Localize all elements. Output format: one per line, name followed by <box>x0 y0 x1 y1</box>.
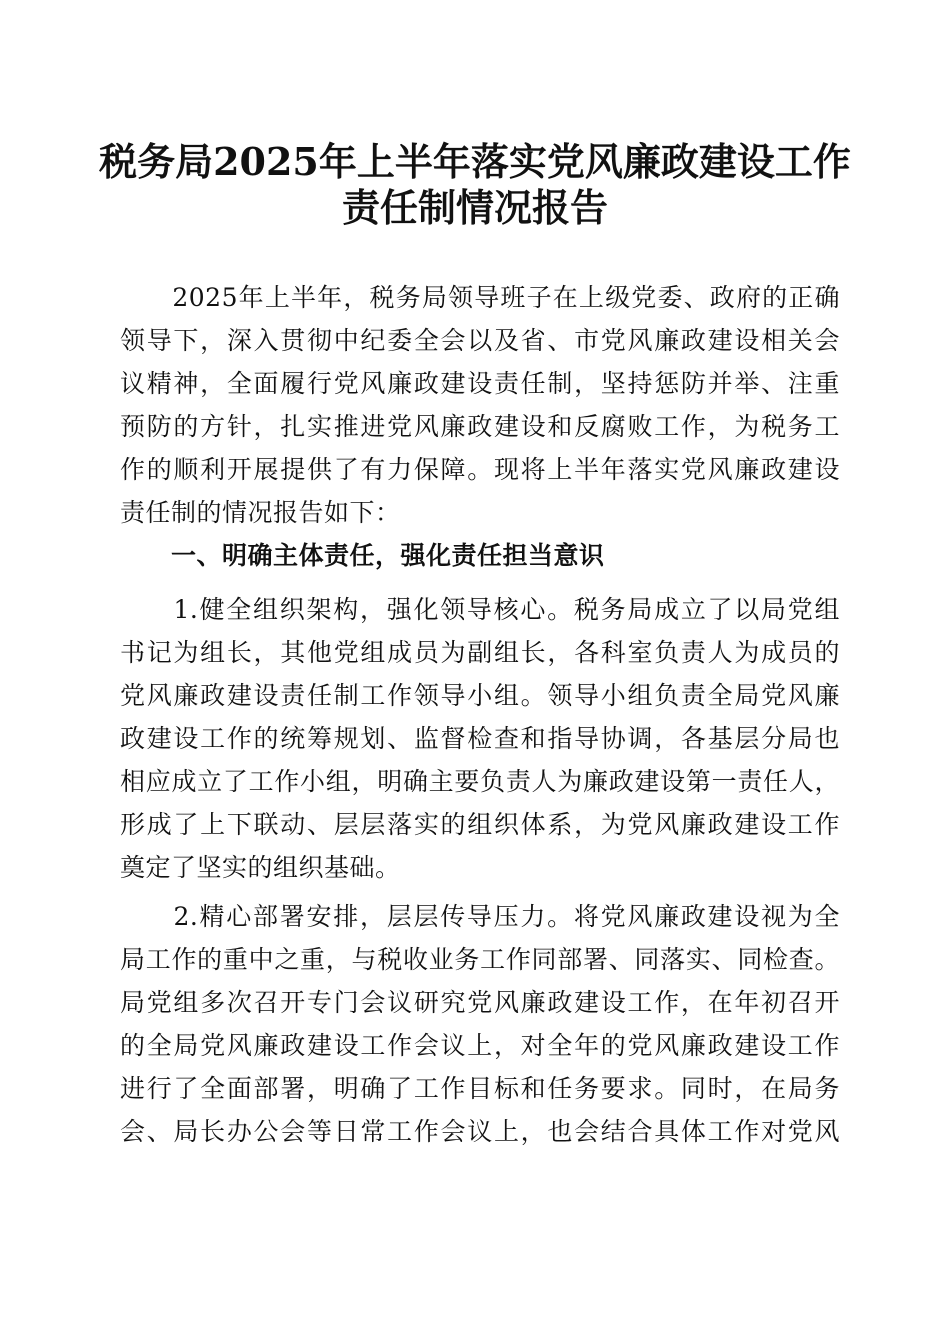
paragraph-line: 领导下，深入贯彻中纪委全会以及省、市党风廉政建设相关会 <box>120 326 840 355</box>
paragraph-line: 2.精心部署安排，层层传导压力。将党风廉政建设视为全 <box>120 902 840 931</box>
paragraph-line: 局工作的重中之重，与税收业务工作同部署、同落实、同检查。 <box>120 945 840 974</box>
document-title-line-1: 税务局2025年上半年落实党风廉政建设工作 <box>99 139 851 184</box>
paragraph-line: 进行了全面部署，明确了工作目标和任务要求。同时，在局务 <box>120 1074 840 1103</box>
paragraph-line: 相应成立了工作小组，明确主要负责人为廉政建设第一责任人， <box>120 767 840 796</box>
paragraph-line: 政建设工作的统筹规划、监督检查和指导协调，各基层分局也 <box>120 724 840 753</box>
paragraph-line: 党风廉政建设责任制工作领导小组。领导小组负责全局党风廉 <box>120 681 840 710</box>
paragraph-line: 会、局长办公会等日常工作会议上，也会结合具体工作对党风 <box>120 1117 840 1146</box>
paragraph-line: 责任制的情况报告如下： <box>120 498 401 527</box>
paragraph-line: 作的顺利开展提供了有力保障。现将上半年落实党风廉政建设 <box>120 455 840 484</box>
paragraph-line: 2025年上半年，税务局领导班子在上级党委、政府的正确 <box>120 283 840 312</box>
paragraph-line: 的全局党风廉政建设工作会议上，对全年的党风廉政建设工作 <box>120 1031 840 1060</box>
paragraph-line: 形成了上下联动、层层落实的组织体系，为党风廉政建设工作 <box>120 810 840 839</box>
paragraph-line: 奠定了坚实的组织基础。 <box>120 853 401 882</box>
paragraph-line: 1.健全组织架构，强化领导核心。税务局成立了以局党组 <box>120 595 840 624</box>
paragraph-line: 局党组多次召开专门会议研究党风廉政建设工作，在年初召开 <box>120 988 840 1017</box>
paragraph-line: 书记为组长，其他党组成员为副组长，各科室负责人为成员的 <box>120 638 840 667</box>
paragraph-line: 预防的方针，扎实推进党风廉政建设和反腐败工作，为税务工 <box>120 412 840 441</box>
section-heading: 一、明确主体责任，强化责任担当意识 <box>120 541 605 570</box>
paragraph-line: 议精神，全面履行党风廉政建设责任制，坚持惩防并举、注重 <box>120 369 840 398</box>
document-title-line-2: 责任制情况报告 <box>341 185 608 230</box>
